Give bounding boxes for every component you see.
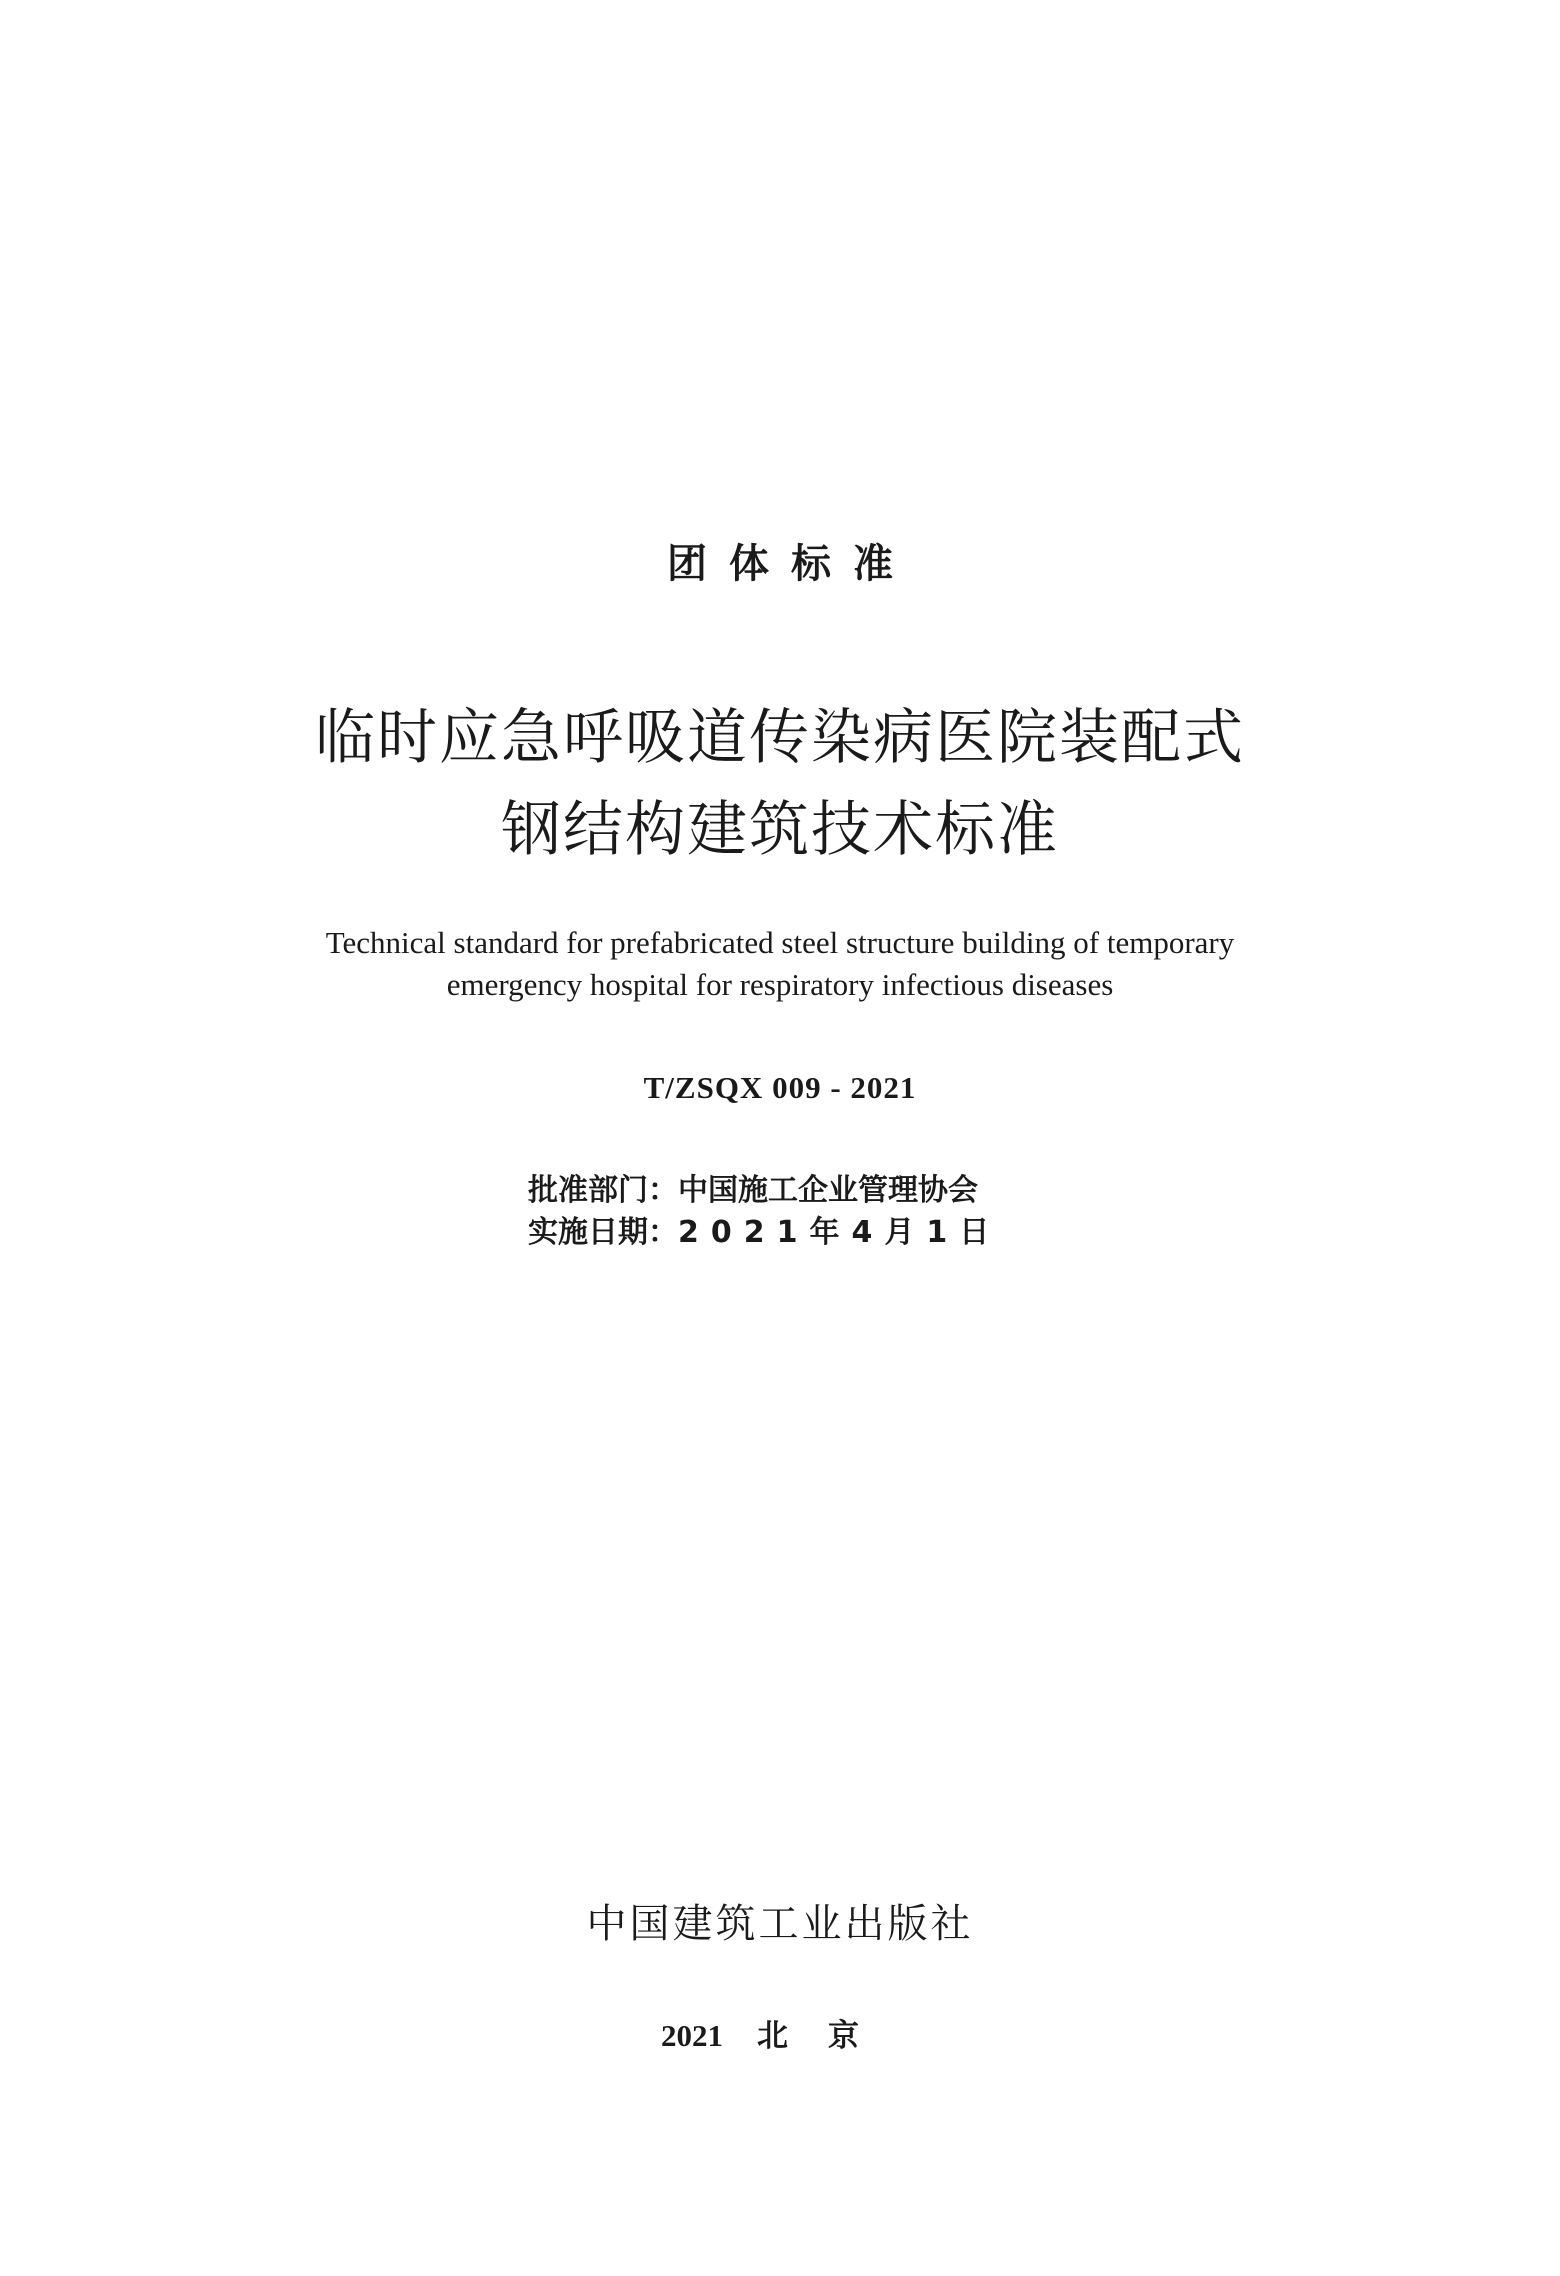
approval-value: 中国施工企业管理协会 (678, 1173, 978, 1208)
approval-row (528, 1170, 1001, 1212)
standard-category: 团体标准 (667, 541, 915, 587)
implementation-label: 实施日期： (528, 1215, 678, 1250)
approval-label: 批准部门： (528, 1173, 678, 1208)
english-title-line-1: Technical standard for prefabricated steel structure building of temporary (325, 925, 1235, 960)
implementation-date: 2021年4月1日 (678, 1215, 1002, 1250)
chinese-title (0, 692, 1560, 876)
standard-metadata (528, 1170, 1001, 1254)
publication-year: 2021 (661, 2018, 723, 2053)
english-title-line-2: emergency hospital for respiratory infectious diseases (446, 967, 1114, 1002)
chinese-title-line-1: 临时应急呼吸道传染病医院装配式 (315, 703, 1245, 773)
chinese-title-line-2: 钢结构建筑技术标准 (501, 795, 1059, 865)
english-title (0, 922, 1560, 1006)
standard-code: T/ZSQX 009 - 2021 (643, 1070, 917, 1105)
publisher: 中国建筑工业出版社 (586, 1901, 974, 1947)
publication-place (0, 2010, 1560, 2055)
implementation-row (528, 1212, 1001, 1254)
publication-city: 北京 (757, 2018, 899, 2054)
